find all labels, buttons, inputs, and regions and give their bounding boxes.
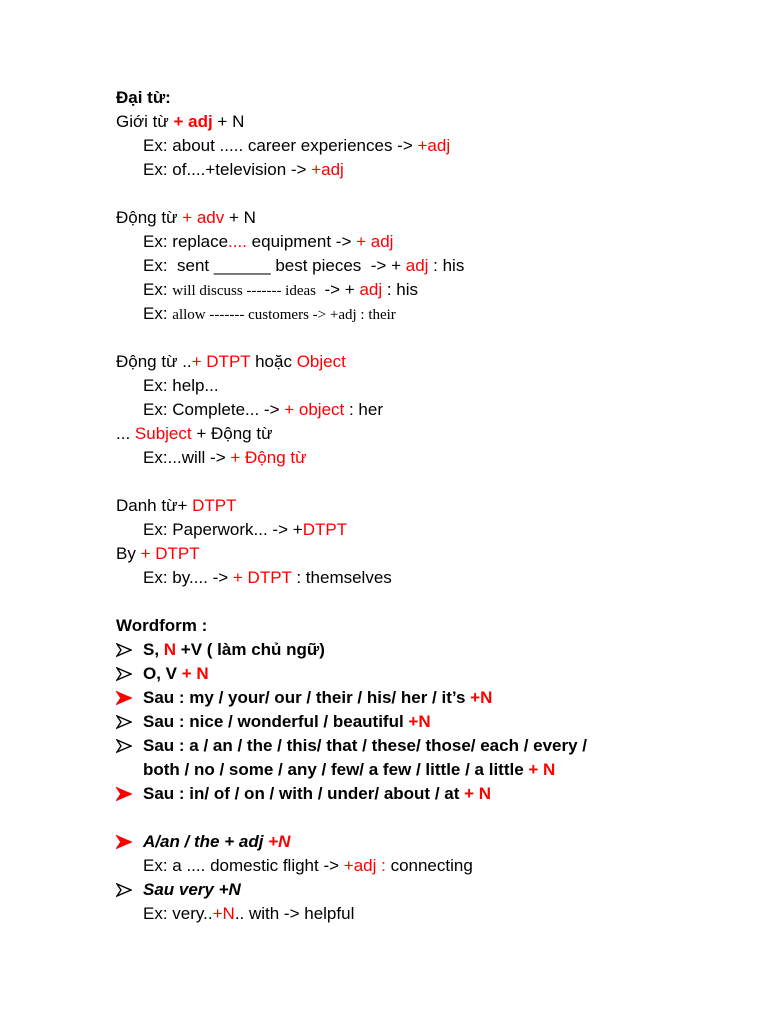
highlight-text: .... [228, 232, 247, 251]
arrowhead-bullet-icon [116, 638, 136, 662]
text-segment: Động từ [116, 208, 183, 227]
example-line [116, 518, 736, 542]
document-body [116, 86, 736, 926]
text-segment: Ex: of....+television -> [143, 160, 312, 179]
highlight-text: +N [408, 712, 431, 731]
bullet-item [116, 734, 736, 758]
highlight-text: adj [405, 256, 429, 275]
text-segment: Động từ .. [116, 352, 192, 371]
arrowhead-bullet-icon [116, 782, 136, 806]
arrowhead-bullet-icon [116, 830, 136, 854]
highlight-text: DTPT [192, 496, 237, 515]
text-segment: + N [212, 112, 245, 131]
text-segment: Sau : in/ of / on / with / under/ about / at [143, 784, 465, 803]
rule-line [116, 614, 736, 638]
rule-line [116, 422, 736, 446]
rule-line [116, 542, 736, 566]
text-segment: Ex: about ..... career experiences -> [143, 136, 418, 155]
text-segment: Ex: [143, 304, 173, 323]
text-segment: Giới từ [116, 112, 174, 131]
blank-line [116, 182, 736, 206]
text-segment: will discuss ------- ideas [172, 283, 320, 299]
rule-line [116, 206, 736, 230]
highlight-text: + DTPT [232, 568, 292, 587]
text-segment: both / no / some / any / few/ a few / little / a little [143, 760, 529, 779]
text-segment: : her [344, 400, 384, 419]
highlight-text: Subject [134, 424, 192, 443]
text-segment: Danh từ+ [116, 496, 193, 515]
highlight-text: +N [470, 688, 493, 707]
highlight-text: + N [181, 664, 209, 683]
text-segment: +V ( làm chủ ngữ) [176, 640, 325, 659]
text-segment: Sau : a / an / the / this/ that / these/ those/ each / every / [143, 736, 588, 755]
text-segment: : his [428, 256, 465, 275]
text-segment: equipment -> [246, 232, 357, 251]
bullet-item [116, 710, 736, 734]
arrowhead-bullet-icon [116, 662, 136, 686]
rule-line [116, 86, 736, 110]
bullet-item [116, 830, 736, 854]
text-segment: + Động từ [191, 424, 273, 443]
text-segment: ... [116, 424, 135, 443]
bullet-item [116, 782, 736, 806]
text-segment: S, [143, 640, 164, 659]
highlight-text: +adj [417, 136, 451, 155]
arrowhead-bullet-icon [116, 686, 136, 710]
highlight-text: +adj : [343, 856, 386, 875]
text-segment: .. with -> helpful [234, 904, 355, 923]
highlight-text: adj [359, 280, 383, 299]
text-segment: Ex: by.... -> [143, 568, 233, 587]
rule-line [116, 350, 736, 374]
text-segment: Đại từ: [116, 88, 171, 107]
blank-line [116, 326, 736, 350]
highlight-text: + object [284, 400, 345, 419]
bullet-item [116, 638, 736, 662]
example-line [116, 278, 736, 302]
text-segment: Ex: help... [143, 376, 219, 395]
rule-line [116, 494, 736, 518]
text-segment: Sau very +N [143, 880, 241, 899]
highlight-text: + adv [182, 208, 225, 227]
text-segment: Ex: sent ______ best pieces -> + [143, 256, 406, 275]
example-line [116, 566, 736, 590]
highlight-text: N [163, 640, 177, 659]
highlight-text: + N [528, 760, 556, 779]
example-line [116, 134, 736, 158]
highlight-text: + N [464, 784, 492, 803]
arrowhead-bullet-icon [116, 710, 136, 734]
example-line [116, 374, 736, 398]
bullet-item [116, 878, 736, 902]
text-segment: Ex: replace [143, 232, 229, 251]
bullet-item [116, 686, 736, 710]
bullet-item [116, 662, 736, 686]
text-segment: O, V [143, 664, 182, 683]
example-line [116, 758, 736, 782]
text-segment: Ex: Complete... -> [143, 400, 285, 419]
text-segment: : themselves [291, 568, 392, 587]
blank-line [116, 590, 736, 614]
text-segment: connecting [385, 856, 473, 875]
text-segment: : his [382, 280, 419, 299]
highlight-text: + adj [173, 112, 213, 131]
arrowhead-bullet-icon [116, 878, 136, 902]
text-segment: Sau : my / your/ our / their / his/ her / it’s [143, 688, 471, 707]
highlight-text: + Động từ [230, 448, 307, 467]
text-segment: Wordform : [116, 616, 208, 635]
text-segment: Ex: a .... domestic flight -> [143, 856, 344, 875]
text-segment: Ex: Paperwork... -> + [143, 520, 303, 539]
example-line [116, 902, 736, 926]
text-segment: allow ------- customers -> +adj : their [172, 307, 396, 323]
example-line [116, 446, 736, 470]
example-line [116, 854, 736, 878]
highlight-text: + adj [356, 232, 394, 251]
blank-line [116, 806, 736, 830]
text-segment: Sau : nice / wonderful / beautiful [143, 712, 409, 731]
text-segment: Ex: [143, 280, 173, 299]
example-line [116, 230, 736, 254]
rule-line [116, 110, 736, 134]
highlight-text: +adj [311, 160, 344, 179]
highlight-text: Object [296, 352, 346, 371]
highlight-text: +N [212, 904, 235, 923]
example-line [116, 302, 736, 326]
blank-line [116, 470, 736, 494]
highlight-text: + DTPT [140, 544, 200, 563]
text-segment: + N [224, 208, 256, 227]
text-segment: Ex:...will -> [143, 448, 231, 467]
example-line [116, 398, 736, 422]
text-segment: Ex: very.. [143, 904, 213, 923]
text-segment: By [116, 544, 141, 563]
text-segment: hoặc [250, 352, 297, 371]
example-line [116, 254, 736, 278]
text-segment: A/an / the + adj [143, 832, 269, 851]
text-segment: -> + [319, 280, 360, 299]
example-line [116, 158, 736, 182]
highlight-text: + DTPT [191, 352, 251, 371]
arrowhead-bullet-icon [116, 734, 136, 758]
highlight-text: DTPT [302, 520, 348, 539]
highlight-text: +N [268, 832, 291, 851]
